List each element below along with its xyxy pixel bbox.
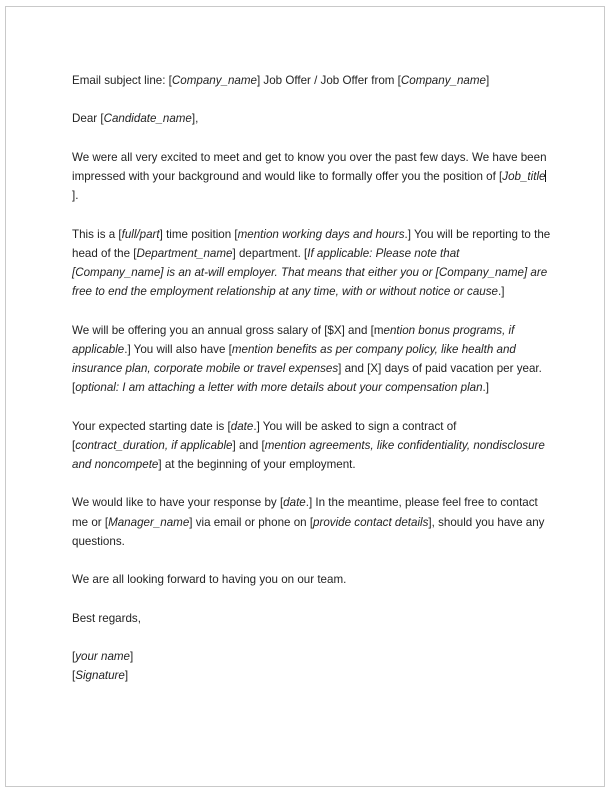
body-text: ].	[72, 189, 79, 203]
placeholder-text: mention working days and hours	[237, 227, 405, 241]
document-page	[5, 6, 605, 787]
paragraph-sign-off	[72, 609, 551, 628]
body-text: .] You will be asked to sign a contract of [	[72, 419, 457, 452]
body-text: ] at the beginning of your employment.	[158, 457, 356, 471]
placeholder-text: optional: I am attaching a letter with more details about your compensation plan	[75, 381, 483, 395]
body-text: .]	[497, 285, 505, 299]
paragraph-compensation	[72, 321, 551, 398]
body-text: We will be offering you an annual gross salary of [$X] and [m	[72, 323, 384, 337]
body-text: [	[72, 669, 76, 683]
letter-body[interactable]	[72, 71, 551, 685]
placeholder-text: your name	[75, 649, 131, 663]
body-text: Best regards,	[72, 611, 141, 625]
placeholder-text: Job_title	[502, 169, 546, 183]
paragraph-start-date	[72, 417, 551, 475]
body-text: ] time position [	[159, 227, 238, 241]
placeholder-text: Department_name	[136, 246, 233, 260]
body-text: ] department. [	[232, 246, 308, 260]
placeholder-text: Company_name	[171, 74, 257, 87]
paragraph-salutation	[72, 109, 551, 128]
body-text: ]	[485, 74, 490, 87]
placeholder-text: contract_duration, if applicable	[75, 438, 233, 452]
body-text: ] via email or phone on [	[189, 515, 314, 529]
placeholder-text: date	[283, 496, 306, 510]
placeholder-text: Company_name	[400, 74, 486, 87]
body-text: .]	[482, 381, 489, 395]
placeholder-text: Candidate_name	[103, 112, 192, 126]
placeholder-text: date	[230, 419, 254, 433]
body-text: .] You will also have [	[124, 342, 232, 356]
placeholder-text: If applicable: Please note that [Company_name] is an at-will employer. That means that either you or [Company_name] are free to end the employment relationship at any time, with or without notice or cause	[72, 246, 548, 299]
placeholder-text: ention bonus programs, if applicable	[72, 323, 515, 356]
body-text: .] You will be reporting to the head of the [	[72, 227, 551, 260]
body-text: .] In the meantime, please feel free to contact me or [	[72, 496, 538, 529]
paragraph-subject-line	[72, 71, 551, 90]
body-text: ],	[191, 112, 199, 126]
body-text: ]	[124, 669, 129, 683]
body-text: ]	[130, 649, 134, 663]
body-text: We would like to have your response by [	[72, 496, 284, 510]
body-text: We were all very excited to meet and get to know you over the past few days. We have been impressed with your background and would like to formally offer you the position of [	[72, 150, 547, 183]
placeholder-text: full/part	[121, 227, 160, 241]
placeholder-text: mention agreements, like confidentiality, nondisclosure and noncompete	[72, 438, 545, 471]
body-text: ] and [	[232, 438, 265, 452]
placeholder-text: mention benefits as per company policy, like health and insurance plan, corporate mobile or travel expenses	[72, 342, 516, 375]
placeholder-text: Manager_name	[108, 515, 190, 529]
body-text: [	[72, 381, 76, 395]
body-text: This is a [	[72, 227, 122, 241]
paragraph-response-request	[72, 493, 551, 551]
body-text: Your expected starting date is [	[72, 419, 231, 433]
body-text: ] Job Offer / Job Offer from [	[256, 74, 401, 87]
body-text: ] and [X] days of paid vacation per year.	[338, 361, 542, 375]
body-text: Dear [	[72, 112, 104, 126]
body-text: ], should you have any questions.	[72, 515, 545, 548]
paragraph-signature-block	[72, 647, 551, 685]
placeholder-text: Signature	[75, 669, 125, 683]
text-cursor-caret	[545, 170, 546, 182]
placeholder-text: provide contact details	[313, 515, 429, 529]
paragraph-position-details	[72, 225, 551, 302]
body-text: We are all looking forward to having you on our team.	[72, 573, 347, 587]
body-text: Email subject line: [	[72, 74, 172, 87]
paragraph-intro	[72, 148, 551, 206]
body-text: [	[72, 649, 76, 663]
paragraph-closing-statement	[72, 570, 551, 589]
